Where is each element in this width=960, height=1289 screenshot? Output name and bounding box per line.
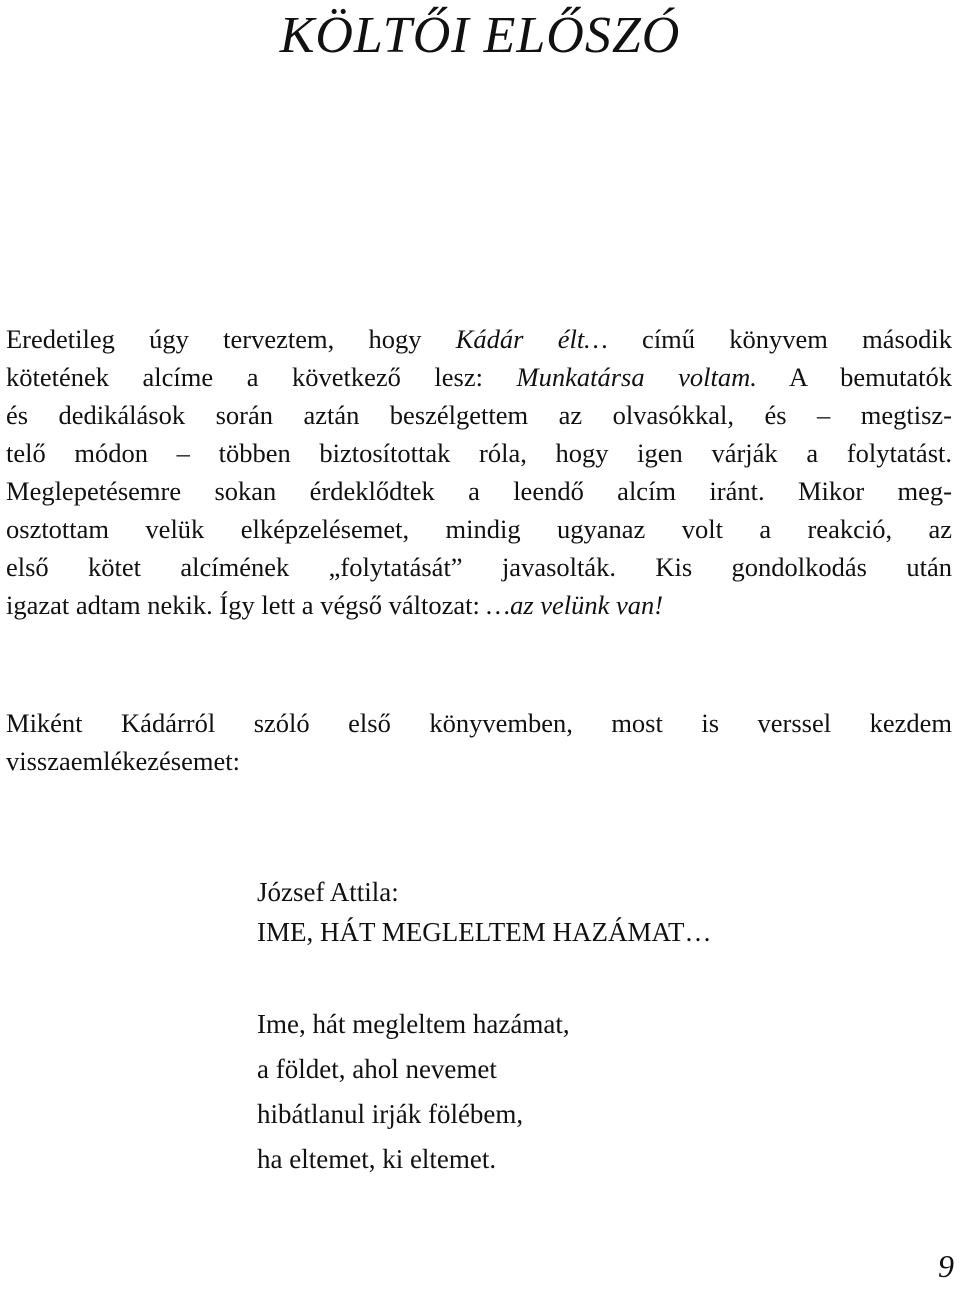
paragraph-line <box>6 742 952 780</box>
paragraph-line <box>6 472 952 510</box>
intro-paragraph <box>6 320 952 624</box>
poem-line: hibátlanul irják fölébem, <box>257 1099 524 1129</box>
paragraph-line <box>6 586 952 624</box>
page-title: KÖLTŐI ELŐSZÓ <box>279 7 681 64</box>
text-segment: A bemutatók <box>756 362 953 392</box>
paragraph-line <box>6 704 952 742</box>
text-segment: osztottam velük elképzelésemet, mindig ugyanaz volt a reakció, az <box>6 514 952 544</box>
text-segment: igazat adtam nekik. Így lett a végső változat: <box>6 590 487 620</box>
text-segment: első kötet alcímének „folytatását” javasolták. Kis gondolkodás után <box>6 552 952 582</box>
text-segment: visszaemlékezésemet: <box>6 746 240 776</box>
paragraph-line <box>6 548 952 586</box>
paragraph-line <box>6 396 952 434</box>
text-segment: Meglepetésemre sokan érdeklődtek a leendő alcím iránt. Mikor meg- <box>6 476 952 506</box>
text-segment: kötetének alcíme a következő lesz: <box>6 362 517 392</box>
italic-title: …az velünk van! <box>486 590 664 620</box>
poem-line: Ime, hát megleltem hazámat, <box>257 1009 570 1039</box>
poem-line: ha eltemet, ki eltemet. <box>257 1144 497 1174</box>
poem-stanza <box>257 1002 570 1182</box>
poem-author: József Attila: <box>257 877 399 907</box>
text-segment: című könyvem második <box>607 324 952 354</box>
italic-title: Kádár élt… <box>455 324 608 354</box>
italic-title: Munkatársa voltam. <box>516 362 757 392</box>
poem-title: IME, HÁT MEGLELTEM HAZÁMAT… <box>257 917 712 947</box>
paragraph-line <box>6 320 952 358</box>
page-number: 9 <box>938 1248 954 1284</box>
text-segment: és dedikálások során aztán beszélgettem az olvasókkal, és – megtisz- <box>6 400 952 430</box>
poem-line: a földet, ahol nevemet <box>257 1054 497 1084</box>
paragraph-line <box>6 434 952 472</box>
text-segment: telő módon – többen biztosítottak róla, hogy igen várják a folytatást. <box>6 438 952 468</box>
paragraph-line <box>6 358 952 396</box>
poem-heading <box>257 872 711 952</box>
second-paragraph <box>6 704 952 780</box>
text-segment: Miként Kádárról szóló első könyvemben, most is verssel kezdem <box>6 708 952 738</box>
paragraph-line <box>6 510 952 548</box>
text-segment: Eredetileg úgy terveztem, hogy <box>6 324 456 354</box>
